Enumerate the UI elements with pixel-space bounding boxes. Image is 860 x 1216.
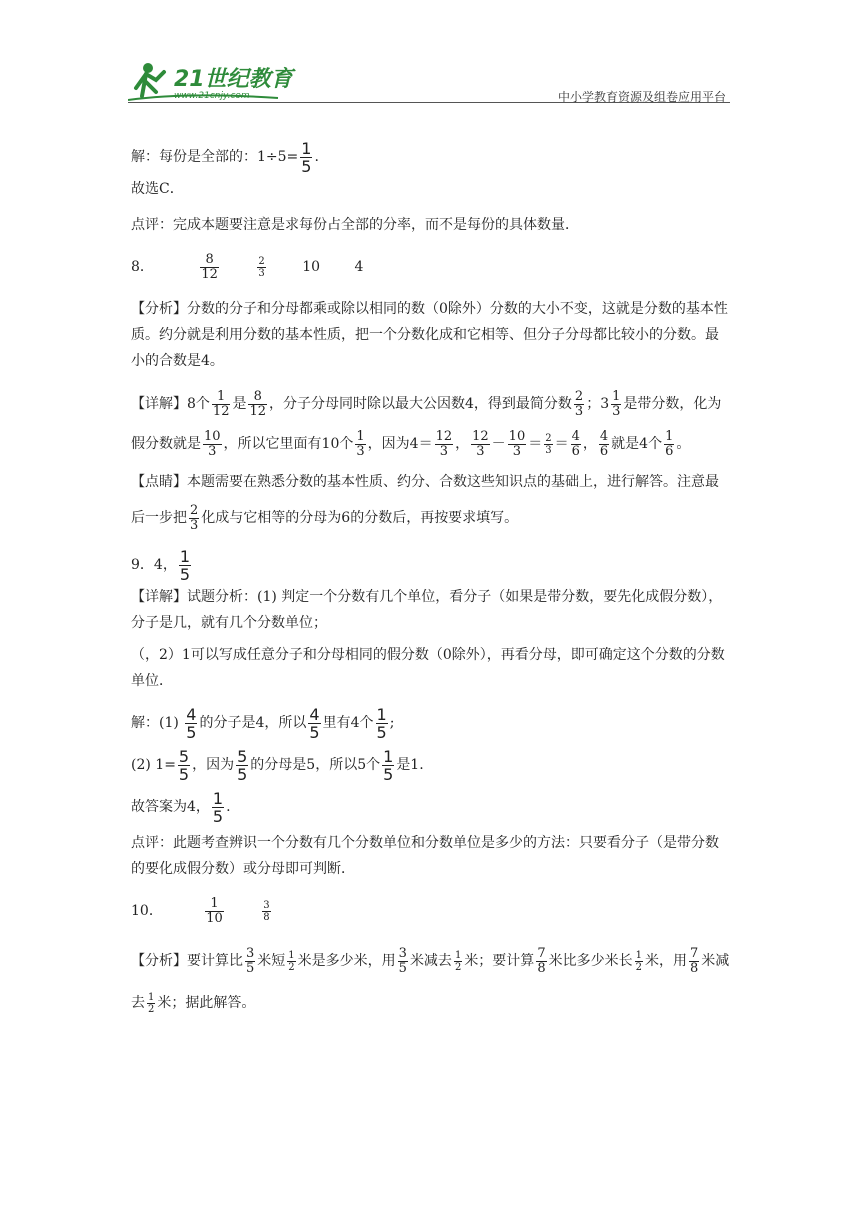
fraction — [689, 947, 699, 976]
fraction-denominator: 12 — [201, 266, 218, 282]
fraction — [376, 706, 388, 741]
q8-analysis: 【分析】分数的分子和分母都乘或除以相同的数（0除外）分数的大小不变，这就是分数的基本性质。约分就是利用分数的基本性质，把一个分数化成和它相等、但分子分母都比较小的分数。最小的合数是4。 — [131, 301, 728, 369]
fraction-denominator: 8 — [263, 911, 270, 923]
fraction-numerator: 12 — [435, 428, 453, 444]
text-run — [198, 248, 221, 286]
text-run: . — [314, 149, 319, 165]
q7-choice: 故选C． — [131, 181, 184, 197]
text-run: 米减去 — [409, 953, 452, 969]
fraction — [382, 748, 394, 783]
q9-detail-1: 【详解】试题分析：(1) 判定一个分数有几个单位，看分子（如果是带分数，要先化成假分数），分子是几，就有几个分数单位； — [131, 589, 723, 631]
fraction-numerator: 1 — [665, 428, 674, 444]
fraction — [248, 390, 267, 419]
text-run: ；3 — [586, 396, 610, 412]
fraction — [257, 256, 265, 279]
text-run: － — [491, 436, 506, 452]
fraction-denominator: 5 — [178, 764, 190, 784]
text-run: ， — [582, 436, 597, 452]
text-run: ， — [455, 436, 470, 452]
fraction-numerator: 1 — [210, 895, 219, 911]
fraction-denominator: 5 — [383, 764, 394, 784]
text-run: 米；要计算 — [464, 953, 535, 969]
q7-solution — [131, 138, 731, 176]
fraction-numerator: 3 — [246, 945, 255, 961]
text-run: 【分析】要计算比 — [131, 953, 243, 969]
fraction — [212, 790, 224, 825]
fraction-numerator: 3 — [263, 899, 270, 911]
fraction-numerator: 10 — [508, 428, 526, 444]
fraction-denominator: 5 — [309, 722, 320, 742]
fraction-numerator: 1 — [212, 788, 224, 808]
fraction — [635, 950, 643, 973]
text-run: 4 — [354, 259, 364, 275]
fraction — [664, 430, 674, 459]
q9-answer-line — [131, 546, 731, 584]
fraction — [574, 390, 584, 419]
q8-detail — [131, 384, 731, 464]
fraction — [544, 433, 552, 456]
fraction — [355, 430, 365, 459]
fraction-denominator: 3 — [574, 403, 584, 419]
text-run: 米；据此解答。 — [157, 995, 256, 1011]
fraction-numerator: 1 — [612, 388, 621, 404]
fraction-denominator: 3 — [471, 444, 490, 459]
question-number: 8． — [131, 259, 154, 275]
q10-answers — [131, 892, 731, 930]
fraction-numerator: 5 — [237, 746, 248, 766]
fraction — [262, 900, 270, 923]
fraction-denominator: 3 — [435, 444, 454, 459]
fraction — [435, 430, 454, 459]
fraction-numerator: 8 — [205, 251, 214, 267]
text-run: 里有4个 — [322, 715, 374, 731]
fraction — [212, 390, 231, 419]
fraction-denominator: 3 — [203, 444, 222, 459]
fraction-numerator: 1 — [217, 388, 226, 404]
fraction-numerator: 8 — [253, 388, 262, 404]
text-run: 米比多少米长 — [548, 953, 633, 969]
fraction-denominator: 5 — [237, 764, 248, 784]
fraction-denominator: 6 — [665, 443, 674, 459]
text-run: 米，用 — [644, 953, 687, 969]
fraction-numerator: 1 — [301, 138, 312, 158]
q8-answers — [131, 248, 731, 286]
fraction — [189, 504, 199, 533]
fraction-numerator: 1 — [179, 546, 191, 566]
q9-solution-2 — [131, 746, 731, 784]
fraction-numerator: 5 — [178, 746, 190, 766]
q9-answer — [131, 788, 731, 826]
fraction — [203, 430, 222, 459]
text-run: ，分子分母同时除以最大公因数4，得到最简分数 — [269, 396, 572, 412]
fraction-numerator: 2 — [574, 388, 584, 404]
fraction-denominator: 6 — [571, 443, 580, 459]
fraction-denominator: 2 — [635, 961, 642, 973]
text-run: ＝ — [554, 436, 569, 452]
text-run: 是1. — [396, 757, 424, 773]
fraction — [147, 992, 155, 1015]
fraction — [179, 548, 191, 583]
fraction-denominator: 3 — [612, 403, 621, 419]
fraction-denominator: 8 — [537, 960, 546, 976]
fraction-numerator: 4 — [186, 704, 197, 724]
fraction-numerator: 2 — [190, 502, 199, 518]
fraction — [178, 748, 190, 783]
fraction-denominator: 3 — [356, 443, 365, 459]
page-header — [128, 58, 730, 106]
fraction-denominator: 5 — [301, 156, 312, 176]
fraction-denominator: 2 — [288, 961, 295, 973]
fraction-denominator: 5 — [186, 722, 197, 742]
fraction-denominator: 5 — [398, 960, 407, 976]
fraction-numerator: 4 — [571, 428, 580, 444]
q9-comment: 点评：此题考查辨识一个分数有几个分数单位和分数单位是多少的方法：只要看分子（是带分数的要化成假分数）或分母即可判断． — [131, 835, 719, 877]
fraction-denominator: 5 — [179, 564, 191, 584]
fraction-denominator: 6 — [599, 443, 609, 459]
text-run: ，因为4＝ — [367, 436, 433, 452]
q9-solution-1 — [131, 704, 731, 742]
fraction — [185, 706, 197, 741]
text-run: 化成与它相等的分母为6的分数后，再按要求填写。 — [201, 510, 519, 526]
text-run: 的分母是5，所以5个 — [250, 757, 381, 773]
fraction — [398, 947, 408, 976]
fraction-numerator: 10 — [204, 428, 221, 444]
fraction-numerator: 2 — [258, 255, 265, 267]
fraction-denominator: 12 — [249, 403, 267, 419]
header-platform-text: 中小学教育资源及组卷应用平台 — [557, 90, 726, 104]
text-run: 米减去 — [131, 953, 730, 1011]
fraction-numerator: 7 — [689, 945, 699, 961]
q9-detail-2: （，2）1可以写成任意分子和分母相同的假分数（0除外），再看分母，即可确定这个分数的分数单位． — [131, 647, 725, 689]
text-run: 米短 — [257, 953, 286, 969]
fraction — [599, 430, 609, 459]
fraction-numerator: 4 — [309, 704, 320, 724]
q8-comment — [131, 464, 731, 536]
text-run: 解：(1) — [131, 715, 184, 731]
21cnjy-logo — [128, 58, 298, 104]
fraction — [205, 897, 224, 926]
fraction-denominator: 3 — [190, 517, 199, 533]
fraction-denominator: 3 — [258, 267, 265, 279]
text-run: ，所以它里面有10个 — [223, 436, 354, 452]
fraction — [454, 950, 462, 973]
text-run: 解：每份是全部的：1÷5= — [131, 149, 299, 165]
fraction — [236, 748, 248, 783]
text-run — [203, 892, 226, 930]
fraction-numerator: 1 — [454, 949, 462, 961]
fraction-numerator: 2 — [545, 432, 552, 444]
svg-text:21世纪教育: 21世纪教育 — [174, 67, 293, 92]
fraction — [287, 950, 295, 973]
text-run: ＝ — [528, 436, 543, 452]
q7-comment: 点评：完成本题要注意是求每份占全部的分率，而不是每份的具体数量． — [131, 217, 579, 233]
question-number: 9．4， — [131, 557, 177, 573]
text-run: 的分子是4，所以 — [199, 715, 307, 731]
text-run: 【点睛】本题需要在熟悉分数的基本性质、约分、合数这些知识点的基础上，进行解答。注意最后一步把 — [131, 474, 719, 526]
fraction-denominator: 2 — [148, 1003, 155, 1015]
text-run — [255, 248, 267, 286]
fraction-numerator: 3 — [398, 945, 407, 961]
fraction-denominator: 5 — [246, 960, 255, 976]
fraction-numerator: 1 — [635, 949, 642, 961]
fraction — [200, 253, 219, 282]
fraction-numerator: 1 — [376, 704, 387, 724]
document-body — [131, 138, 731, 1024]
text-run: 。 — [676, 436, 691, 452]
fraction — [308, 706, 320, 741]
text-run: ，因为 — [192, 757, 235, 773]
fraction — [508, 430, 527, 459]
fraction-denominator: 12 — [212, 403, 230, 419]
fraction-numerator: 1 — [148, 991, 155, 1003]
fraction-denominator: 2 — [454, 961, 462, 973]
fraction-numerator: 7 — [537, 945, 546, 961]
fraction-denominator: 5 — [376, 722, 387, 742]
fraction — [300, 140, 312, 175]
header-divider — [128, 102, 730, 103]
text-run: 10 — [302, 259, 321, 275]
fraction-numerator: 1 — [356, 428, 365, 444]
fraction-numerator: 1 — [288, 949, 295, 961]
text-run: ; — [389, 715, 395, 731]
fraction — [571, 430, 581, 459]
fraction-numerator: 4 — [599, 428, 609, 444]
text-run: 【详解】8个 — [131, 396, 210, 412]
text-run: 是 — [232, 396, 247, 412]
fraction — [245, 947, 255, 976]
text-run: (2) 1= — [131, 757, 176, 773]
fraction — [536, 947, 546, 976]
text-run: 就是4个 — [611, 436, 663, 452]
fraction-denominator: 5 — [212, 806, 224, 826]
fraction-denominator: 10 — [206, 910, 223, 926]
fraction-numerator: 1 — [383, 746, 394, 766]
text-run: 故答案为4， — [131, 799, 210, 815]
text-run: 米是多少米，用 — [297, 953, 396, 969]
fraction-denominator: 3 — [508, 444, 527, 459]
text-run — [260, 892, 272, 930]
fraction-denominator: 8 — [689, 960, 699, 976]
q10-analysis — [131, 940, 731, 1024]
fraction — [611, 390, 621, 419]
question-number: 10． — [131, 903, 163, 919]
fraction-numerator: 12 — [472, 428, 489, 444]
text-run: . — [226, 799, 231, 815]
fraction — [471, 430, 490, 459]
fraction-denominator: 3 — [545, 444, 552, 456]
text-run: 是带分数，化为假分数就是 — [131, 396, 722, 452]
svg-text:www.21cnjy.com: www.21cnjy.com — [174, 91, 250, 101]
